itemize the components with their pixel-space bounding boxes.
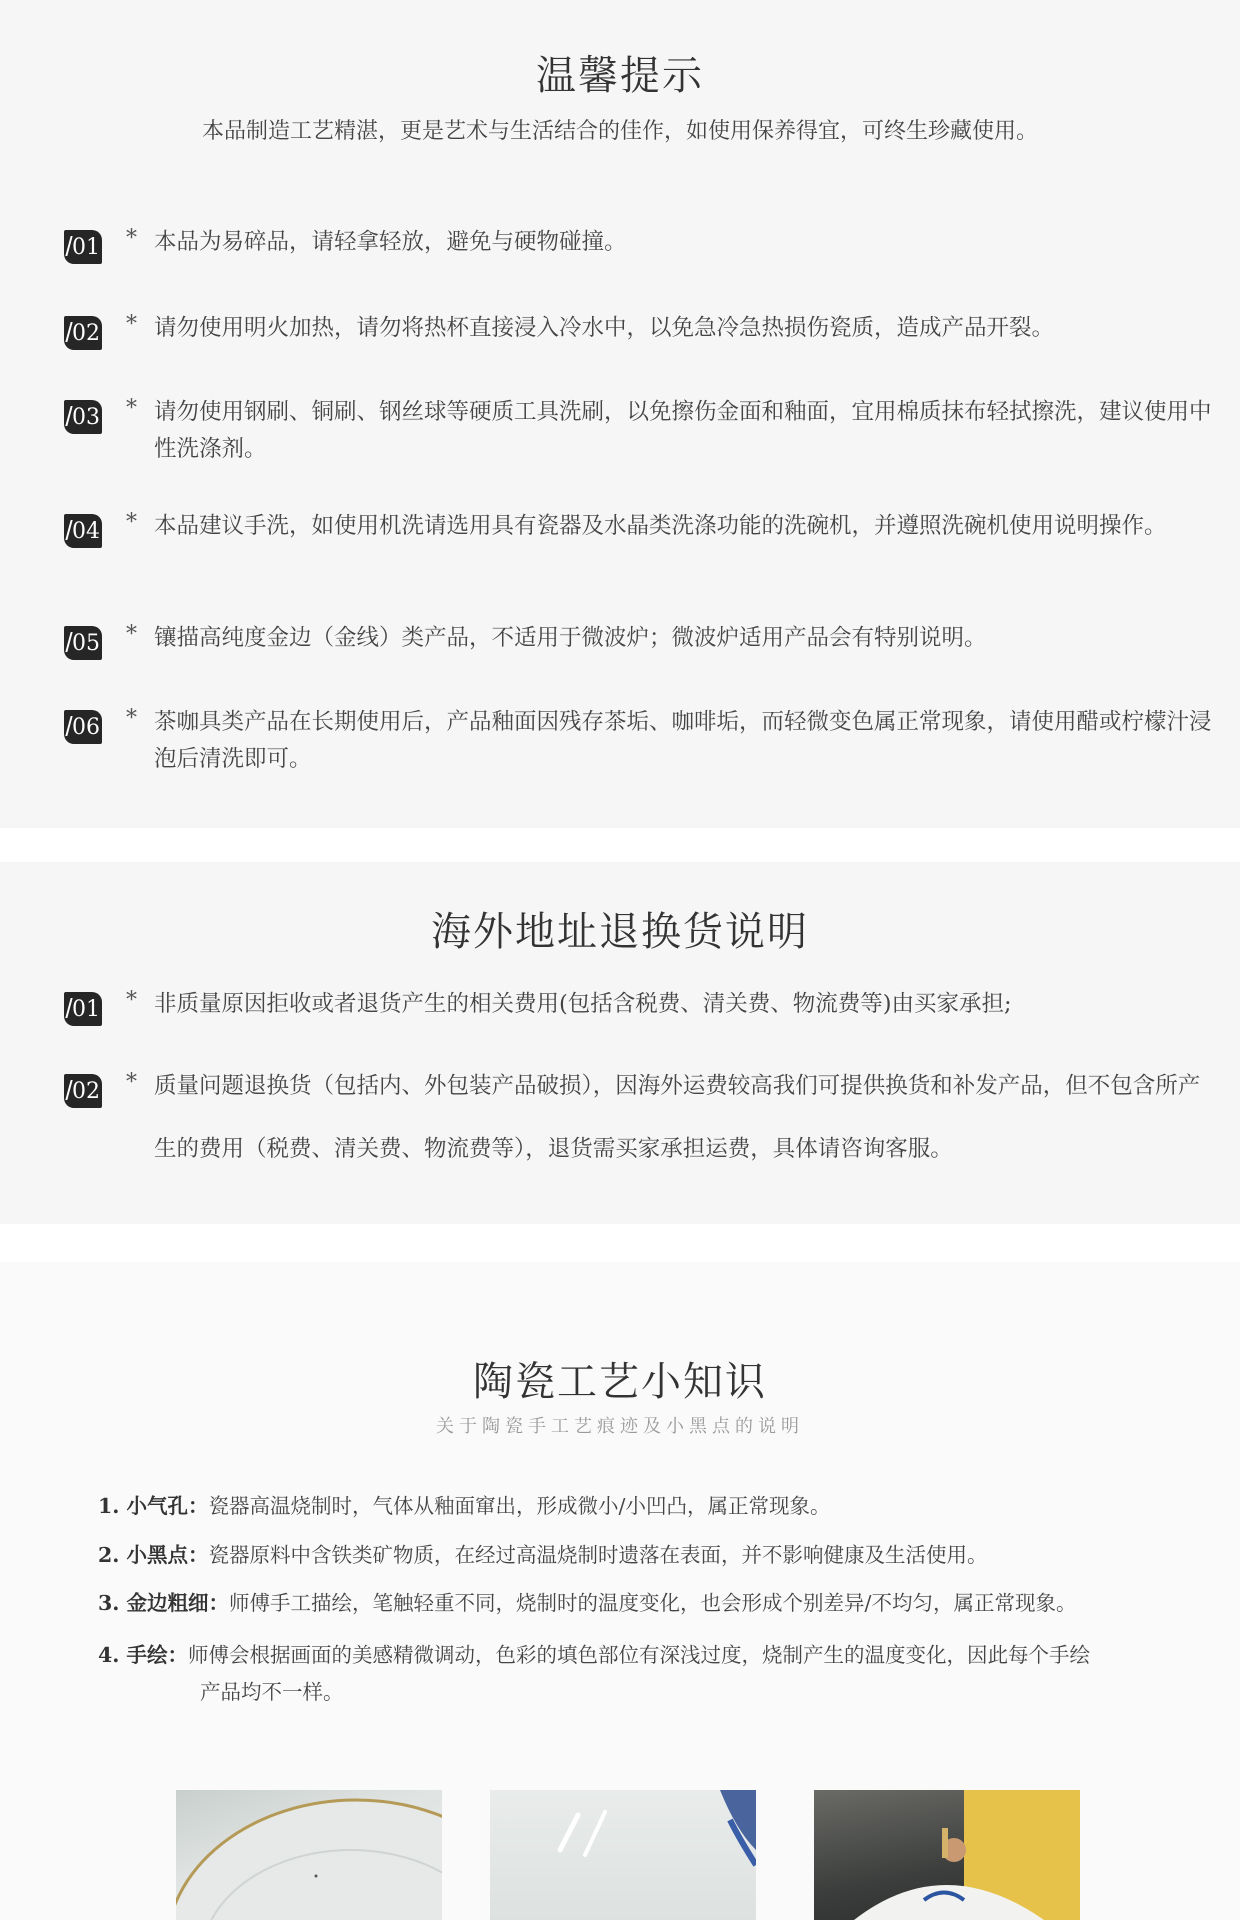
number-badge: 02 <box>64 316 102 350</box>
craft-item-text: 瓷器原料中含铁类矿物质，在经过高温烧制时遗落在表面，并不影响健康及生活使用。 <box>208 1543 988 1567</box>
tip-text: 请勿使用明火加热，请勿将热杯直接浸入冷水中，以免急冷急热损伤瓷质，造成产品开裂。 <box>154 315 1055 341</box>
asterisk: * <box>126 706 137 731</box>
craft-item-label: 2. 小黑点： <box>98 1543 209 1567</box>
number-badge: 03 <box>64 400 102 434</box>
tip-text: 请勿使用钢刷、铜刷、钢丝球等硬质工具洗刷，以免擦伤金面和釉面，宜用棉质抹布轻拭擦洗，建议使用中性洗涤剂。 <box>154 399 1212 462</box>
craft-item-text-cont: 产品均不一样。 <box>200 1680 344 1704</box>
overseas-title: 海外地址退换货说明 <box>431 909 809 955</box>
craft-item-text: 师傅会根据画面的美感精微调动，色彩的填色部位有深浅过度，烧制产生的温度变化，因此每个手绘 <box>188 1643 1091 1667</box>
craft-item-2 <box>98 1537 1178 1574</box>
number-badge: 05 <box>64 626 102 660</box>
craft-item-1 <box>98 1488 1178 1525</box>
craft-item-4 <box>98 1637 1178 1711</box>
tip-text: 本品为易碎品，请轻拿轻放，避免与硬物碰撞。 <box>154 229 627 255</box>
asterisk: * <box>126 1070 137 1095</box>
asterisk: * <box>126 226 137 251</box>
overseas-text: 非质量原因拒收或者退货产生的相关费用(包括含税费、清关费、物流费等)由买家承担; <box>154 991 1012 1017</box>
craft-item-text: 师傅手工描绘，笔触轻重不同，烧制时的温度变化，也会形成个别差异/不均匀，属正常现象。 <box>229 1591 1077 1615</box>
asterisk: * <box>126 622 137 647</box>
number-badge: 04 <box>64 514 102 548</box>
asterisk: * <box>126 312 137 337</box>
number-badge: 06 <box>64 710 102 744</box>
asterisk: * <box>126 510 137 535</box>
craft-item-label: 4. 手绘： <box>98 1643 189 1667</box>
tip-text: 本品建议手洗，如使用机洗请选用具有瓷器及水晶类洗涤功能的洗碗机，并遵照洗碗机使用说明操作。 <box>154 513 1167 539</box>
number-badge: 01 <box>64 230 102 264</box>
tip-text: 镶描高纯度金边（金线）类产品，不适用于微波炉；微波炉适用产品会有特别说明。 <box>154 625 987 651</box>
craft-item-3 <box>98 1585 1178 1622</box>
craft-subtitle: 关于陶瓷手工艺痕迹及小黑点的说明 <box>436 1416 804 1437</box>
asterisk: * <box>126 396 137 421</box>
overseas-text: 质量问题退换货（包括内、外包装产品破损），因海外运费较高我们可提供换货和补发产品，但不包含所产生的费用（税费、清关费、物流费等），退货需买家承担运费，具体请咨询客服。 <box>154 1073 1201 1162</box>
craft-item-text: 瓷器高温烧制时，气体从釉面窜出，形成微小/小凹凸，属正常现象。 <box>208 1494 831 1518</box>
number-badge: 01 <box>64 992 102 1026</box>
asterisk: * <box>126 988 137 1013</box>
tips-title: 温馨提示 <box>536 53 704 99</box>
craft-title: 陶瓷工艺小知识 <box>473 1359 767 1405</box>
photo-porcelain-gloss <box>490 1790 756 1920</box>
overseas-panel <box>0 862 1240 1224</box>
photo-hand-painting <box>814 1790 1080 1920</box>
tips-panel <box>0 0 1240 828</box>
craft-item-label: 3. 金边粗细： <box>98 1591 230 1615</box>
number-badge: 02 <box>64 1074 102 1108</box>
tip-text: 茶咖具类产品在长期使用后，产品釉面因残存茶垢、咖啡垢，而轻微变色属正常现象，请使用醋或柠檬汁浸泡后清洗即可。 <box>154 709 1212 772</box>
craft-item-label: 1. 小气孔： <box>98 1494 209 1518</box>
photo-gold-rim-plate <box>176 1790 442 1920</box>
tips-subtitle: 本品制造工艺精湛，更是艺术与生活结合的佳作，如使用保养得宜，可终生珍藏使用。 <box>201 119 1038 144</box>
